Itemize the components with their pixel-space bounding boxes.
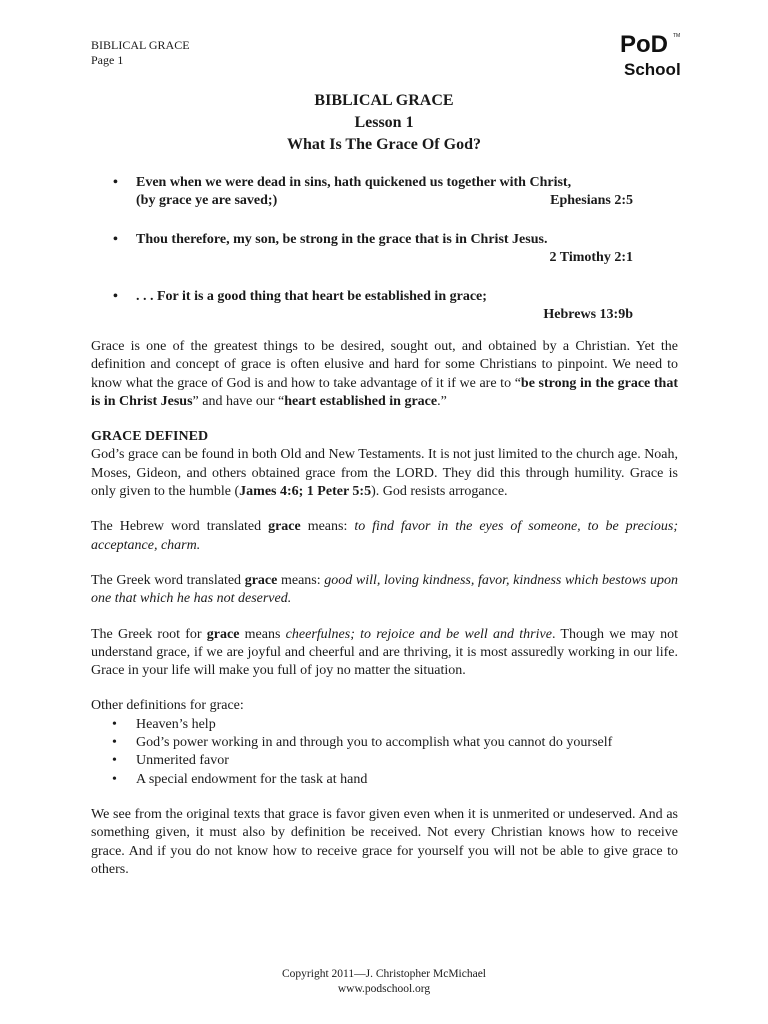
title-line-2: Lesson 1 <box>354 114 414 131</box>
greek-definition-paragraph: The Greek word translated grace means: good will, loving kindness, favor, kindness which bestows upon one that which he has not deserved. <box>91 572 678 607</box>
verse-reference: 2 Timothy 2:1 <box>549 250 633 265</box>
verse-text-cont: (by grace ye are saved;) <box>136 193 278 208</box>
list-item: • God’s power working in and through you to accomplish what you cannot do yourself <box>112 735 613 751</box>
scripture-item <box>113 288 633 324</box>
scripture-item <box>113 231 633 267</box>
header-page-number: Page 1 <box>91 53 124 67</box>
grace-defined-paragraph: God’s grace can be found in both Old and New Testaments. It is not just limited to the church age. Noah, Moses, Gideon, and others obtained grace from the LORD. They did this through humility. Grace is only given to the humble (James 4:6; 1 Peter 5:5). God resists arrogance. <box>91 447 679 500</box>
website-link[interactable]: www.podschool.org <box>337 983 431 995</box>
verse-text: Thou therefore, my son, be strong in the grace that is in Christ Jesus. <box>136 232 548 247</box>
section-heading: GRACE DEFINED <box>91 429 209 445</box>
other-definitions-intro: Other definitions for grace: <box>91 698 244 714</box>
title-line-3: What Is The Grace Of God? <box>287 136 481 153</box>
verse-reference: Hebrews 13:9b <box>543 307 633 322</box>
title-line-1: BIBLICAL GRACE <box>314 92 454 109</box>
scripture-item <box>113 174 633 210</box>
greek-root-paragraph: The Greek root for grace means cheerfulnes; to rejoice and be well and thrive. Though we may not understand grace, if we are joyful and cheerful and are thriving, it is most assuredly working in our life. Grace in your life will make you full of joy no matter the situation. <box>91 626 679 679</box>
list-item: • A special endowment for the task at hand <box>112 771 368 787</box>
scripture-list <box>113 174 633 345</box>
bullet: • <box>113 175 118 190</box>
logo-top-text: PoD <box>620 31 668 58</box>
copyright-text: Copyright 2011—J. Christopher McMichael <box>282 968 486 980</box>
verse-text: . . . For it is a good thing that heart be established in grace; <box>136 289 487 304</box>
podschool-logo <box>618 28 682 80</box>
verse-text: Even when we were dead in sins, hath quickened us together with Christ, <box>136 175 572 190</box>
closing-paragraph: We see from the original texts that grace is favor given even when it is unmerited or undeserved. And as something given, it must also by definition be received. Not every Christian knows how to receive grace. And if you do not know how to receive grace for yourself you will not be able to give grace to others. <box>91 806 678 877</box>
list-item: • Unmerited favor <box>112 753 229 769</box>
intro-paragraph: Grace is one of the greatest things to be desired, sought out, and obtained by a Christian. Yet the definition and concept of grace is often elusive and hard for some Christians to pinpoint. We need to know what the grace of God is and how to take advantage of it if we are to “be strong in the grace that is in Christ Jesus” and have our “heart established in grace.” <box>91 339 678 409</box>
header-doc-title: BIBLICAL GRACE <box>91 38 190 52</box>
bullet: • <box>113 289 118 304</box>
page-footer <box>0 967 768 997</box>
logo-bottom-text: School <box>624 60 681 79</box>
logo-tm-text: TM <box>673 33 681 39</box>
bullet: • <box>113 232 118 247</box>
running-header <box>91 38 190 68</box>
hebrew-definition-paragraph: The Hebrew word translated grace means: to find favor in the eyes of someone, to be precious; acceptance, charm. <box>91 519 679 553</box>
list-item: • Heaven’s help <box>112 716 216 732</box>
lesson-title <box>0 90 768 156</box>
verse-reference: Ephesians 2:5 <box>550 193 633 208</box>
lesson-body <box>91 338 678 896</box>
other-definitions-list <box>91 716 678 789</box>
